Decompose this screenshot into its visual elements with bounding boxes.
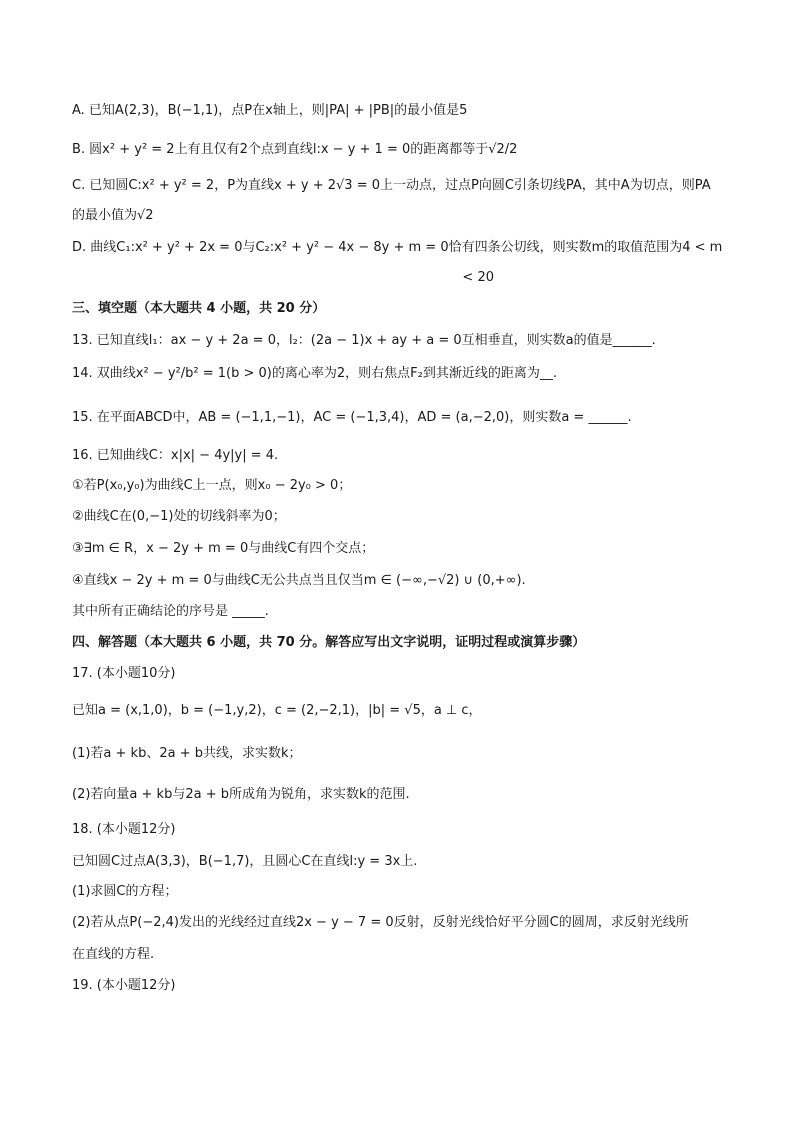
q16-statement-4: ④直线x − 2y + m = 0与曲线C无公共点当且仅当m ∈ (−∞,−√2) ∪ (0,+∞). bbox=[72, 573, 526, 588]
question-13: 13. 已知直线l₁：ax − y + 2a = 0，l₂：(2a − 1)x + ay + a = 0互相垂直，则实数a的值是______. bbox=[72, 333, 656, 348]
section-solutions-title: 四、解答题（本大题共 6 小题，共 70 分。解答应写出文字说明，证明过程或演算步骤） bbox=[72, 635, 586, 650]
question-16: 16. 已知曲线C：x|x| − 4y|y| = 4. bbox=[72, 448, 279, 463]
question-18-header: 18. (本小题12分) bbox=[72, 822, 176, 837]
q16-statement-1: ①若P(x₀,y₀)为曲线C上一点，则x₀ − 2y₀ > 0； bbox=[72, 478, 352, 493]
q16-statement-3: ③∃m ∈ R，x − 2y + m = 0与曲线C有四个交点； bbox=[72, 541, 375, 556]
question-18-part-1: (1)求圆C的方程； bbox=[72, 884, 178, 899]
option-c-continued: 的最小值为√2 bbox=[72, 208, 154, 223]
option-d-continued: < 20 bbox=[462, 270, 494, 285]
question-18-given: 已知圆C过点A(3,3)，B(−1,7)，且圆心C在直线l:y = 3x上. bbox=[72, 854, 418, 869]
q16-prompt: 其中所有正确结论的序号是 _____. bbox=[72, 604, 269, 619]
question-17-part-2: (2)若向量a + kb与2a + b所成角为锐角，求实数k的范围. bbox=[72, 787, 410, 802]
question-17-part-1: (1)若a + kb、2a + b共线，求实数k； bbox=[72, 746, 302, 761]
q16-statement-2: ②曲线C在(0,−1)处的切线斜率为0； bbox=[72, 509, 286, 524]
question-17-header: 17. (本小题10分) bbox=[72, 666, 176, 681]
question-18-part-2-continued: 在直线的方程. bbox=[72, 947, 155, 962]
option-b: B. 圆x² + y² = 2上有且仅有2个点到直线l:x − y + 1 = 0的距离都等于√2/2 bbox=[72, 142, 518, 157]
question-15: 15. 在平面ABCD中，AB = (−1,1,−1)，AC = (−1,3,4)，AD = (a,−2,0)，则实数a = ______. bbox=[72, 410, 632, 425]
section-fill-in-title: 三、填空题（本大题共 4 小题，共 20 分） bbox=[72, 301, 326, 316]
question-17-given: 已知a = (x,1,0)，b = (−1,y,2)，c = (2,−2,1)，|b| = √5，a ⊥ c， bbox=[72, 703, 482, 718]
question-19-header: 19. (本小题12分) bbox=[72, 978, 176, 993]
question-18-part-2: (2)若从点P(−2,4)发出的光线经过直线2x − y − 7 = 0反射，反射光线恰好平分圆C的圆周，求反射光线所 bbox=[72, 915, 689, 930]
question-14: 14. 双曲线x² − y²/b² = 1(b > 0)的离心率为2，则右焦点F₂到其渐近线的距离为__. bbox=[72, 366, 557, 381]
option-a: A. 已知A(2,3)，B(−1,1)，点P在x轴上，则|PA| + |PB|的最小值是5 bbox=[72, 103, 468, 118]
option-d: D. 曲线C₁:x² + y² + 2x = 0与C₂:x² + y² − 4x − 8y + m = 0恰有四条公切线，则实数m的取值范围为4 < m bbox=[72, 240, 723, 255]
option-c: C. 已知圆C:x² + y² = 2，P为直线x + y + 2√3 = 0上一动点，过点P向圆C引条切线PA，其中A为切点，则PA bbox=[72, 178, 711, 193]
